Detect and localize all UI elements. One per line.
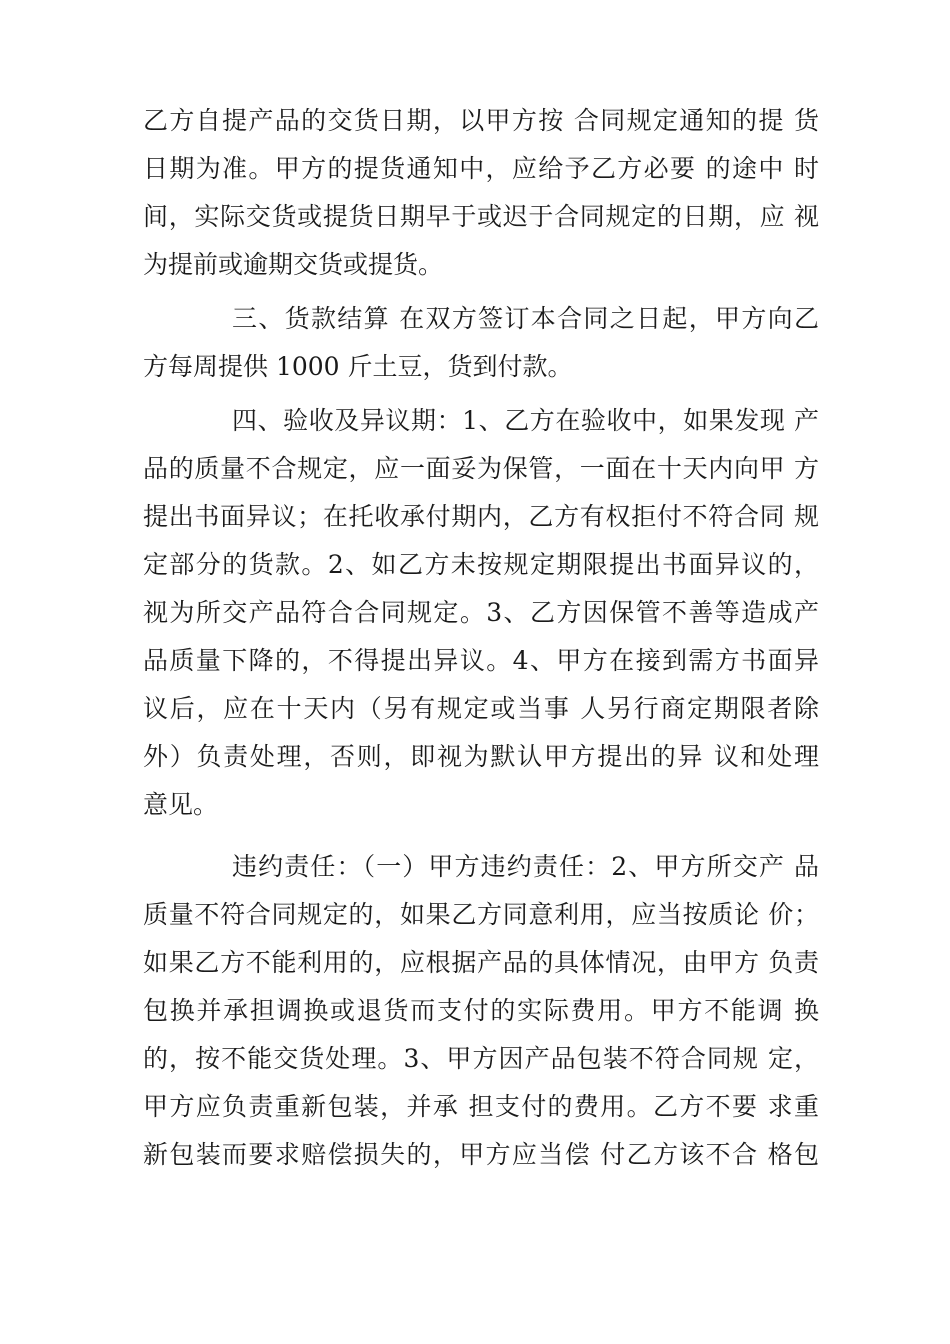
text-line: 议后，应在十天内（另有规定或当事 人另行商定期限者除 [143, 694, 819, 723]
text-line: 方每周提供 1000 斤土豆，货到付款。 [143, 352, 573, 381]
text-line: 乙方自提产品的交货日期，以甲方按 合同规定通知的提 货 [143, 106, 819, 135]
text-line: 提出书面异议；在托收承付期内，乙方有权拒付不符合同 规 [143, 502, 819, 531]
text-line: 定部分的货款。2、如乙方未按规定期限提出书面异议的， [143, 550, 819, 579]
text-line: 品质量下降的，不得提出异议。4、甲方在接到需方书面异 [143, 646, 819, 675]
text-line: 视为所交产品符合合同规定。3、乙方因保管不善等造成产 [143, 598, 819, 627]
text-line: 意见。 [143, 790, 219, 819]
text-line: 三、货款结算 在双方签订本合同之日起，甲方向乙 [232, 304, 819, 333]
text-line: 四、验收及异议期：1、乙方在验收中，如果发现 产 [232, 406, 819, 435]
text-line: 品的质量不合规定，应一面妥为保管，一面在十天内向甲 方 [143, 454, 819, 483]
text-line: 质量不符合同规定的，如果乙方同意利用，应当按质论 价； [143, 900, 819, 929]
text-line: 违约责任：（一）甲方违约责任：2、甲方所交产 品 [232, 852, 819, 881]
text-line: 的，按不能交货处理。3、甲方因产品包装不符合同规 定， [143, 1044, 819, 1073]
text-line: 新包装而要求赔偿损失的，甲方应当偿 付乙方该不合 格包 [143, 1140, 819, 1169]
text-line: 甲方应负责重新包装，并承 担支付的费用。乙方不要 求重 [143, 1092, 819, 1121]
text-line: 间，实际交货或提货日期早于或迟于合同规定的日期，应 视 [143, 202, 819, 231]
text-line: 包换并承担调换或退货而支付的实际费用。甲方不能调 换 [143, 996, 819, 1025]
text-line: 如果乙方不能利用的，应根据产品的具体情况，由甲方 负责 [143, 948, 819, 977]
text-line: 日期为准。甲方的提货通知中，应给予乙方必要 的途中 时 [143, 154, 819, 183]
text-line: 为提前或逾期交货或提货。 [143, 250, 444, 279]
text-line: 外）负责处理，否则，即视为默认甲方提出的异 议和处理 [143, 742, 819, 771]
